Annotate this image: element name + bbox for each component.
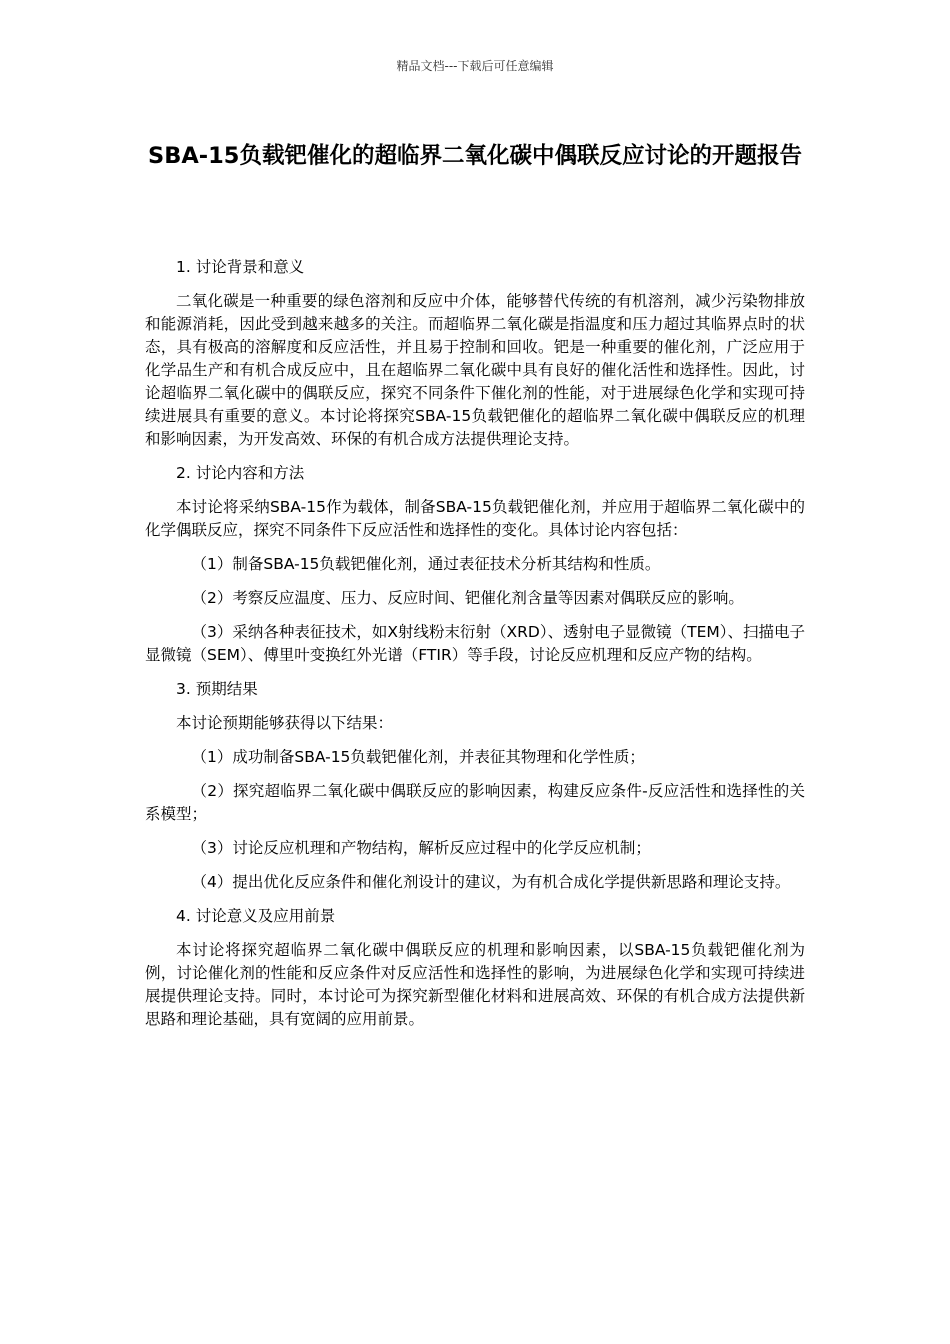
list-item-result-4: （4）提出优化反应条件和催化剂设计的建议，为有机合成化学提供新思路和理论支持。 xyxy=(191,873,791,891)
list-item-content-2: （2）考察反应温度、压力、反应时间、钯催化剂含量等因素对偶联反应的影响。 xyxy=(191,589,744,607)
list-item-result-3: （3）讨论反应机理和产物结构，解析反应过程中的化学反应机制； xyxy=(191,839,651,857)
list-item-result-1: （1）成功制备SBA-15负载钯催化剂，并表征其物理和化学性质； xyxy=(191,748,645,766)
document-title: SBA-15负载钯催化的超临界二氧化碳中偶联反应讨论的开题报告 xyxy=(148,143,802,169)
paragraph-background: 二氧化碳是一种重要的绿色溶剂和反应中介体，能够替代传统的有机溶剂，减少污染物排放和能源消耗，因此受到越来越多的关注。而超临界二氧化碳是指温度和压力超过其临界点时的状态，具有极高的溶解度和反应活性，并且易于控制和回收。钯是一种重要的催化剂，广泛应用于化学品生产和有机合成反应中，且在超临界二氧化碳中具有良好的催化活性和选择性。因此，讨论超临界二氧化碳中的偶联反应，探究不同条件下催化剂的性能，对于进展绿色化学和实现可持续进展具有重要的意义。本讨论将探究SBA-15负载钯催化的超临界二氧化碳中偶联反应的机理和影响因素，为开发高效、环保的有机合成方法提供理论支持。 xyxy=(145,292,805,448)
list-item-content-1: （1）制备SBA-15负载钯催化剂，通过表征技术分析其结构和性质。 xyxy=(191,555,661,573)
section-heading-background: 1. 讨论背景和意义 xyxy=(176,258,305,276)
paragraph-significance: 本讨论将探究超临界二氧化碳中偶联反应的机理和影响因素，以SBA-15负载钯催化剂为例，讨论催化剂的性能和反应条件对反应活性和选择性的影响，为进展绿色化学和实现可持续进展提供理论支持。同时，本讨论可为探究新型催化材料和进展高效、环保的有机合成方法提供新思路和理论基础，具有宽阔的应用前景。 xyxy=(145,941,805,1028)
page-header: 精品文档---下载后可任意编辑 xyxy=(396,59,554,73)
section-heading-significance: 4. 讨论意义及应用前景 xyxy=(176,907,336,925)
section-heading-content-methods: 2. 讨论内容和方法 xyxy=(176,464,305,482)
paragraph-results-intro: 本讨论预期能够获得以下结果： xyxy=(176,714,394,732)
list-item-result-2: （2）探究超临界二氧化碳中偶联反应的影响因素，构建反应条件-反应活性和选择性的关系模型； xyxy=(145,782,805,823)
paragraph-content-intro: 本讨论将采纳SBA-15作为载体，制备SBA-15负载钯催化剂，并应用于超临界二氧化碳中的化学偶联反应，探究不同条件下反应活性和选择性的变化。具体讨论内容包括： xyxy=(145,498,805,539)
document-body xyxy=(145,256,805,1042)
section-heading-expected-results: 3. 预期结果 xyxy=(176,680,258,698)
list-item-content-3: （3）采纳各种表征技术，如X射线粉末衍射（XRD）、透射电子显微镜（TEM）、扫描电子显微镜（SEM）、傅里叶变换红外光谱（FTIR）等手段，讨论反应机理和反应产物的结构。 xyxy=(145,623,805,664)
